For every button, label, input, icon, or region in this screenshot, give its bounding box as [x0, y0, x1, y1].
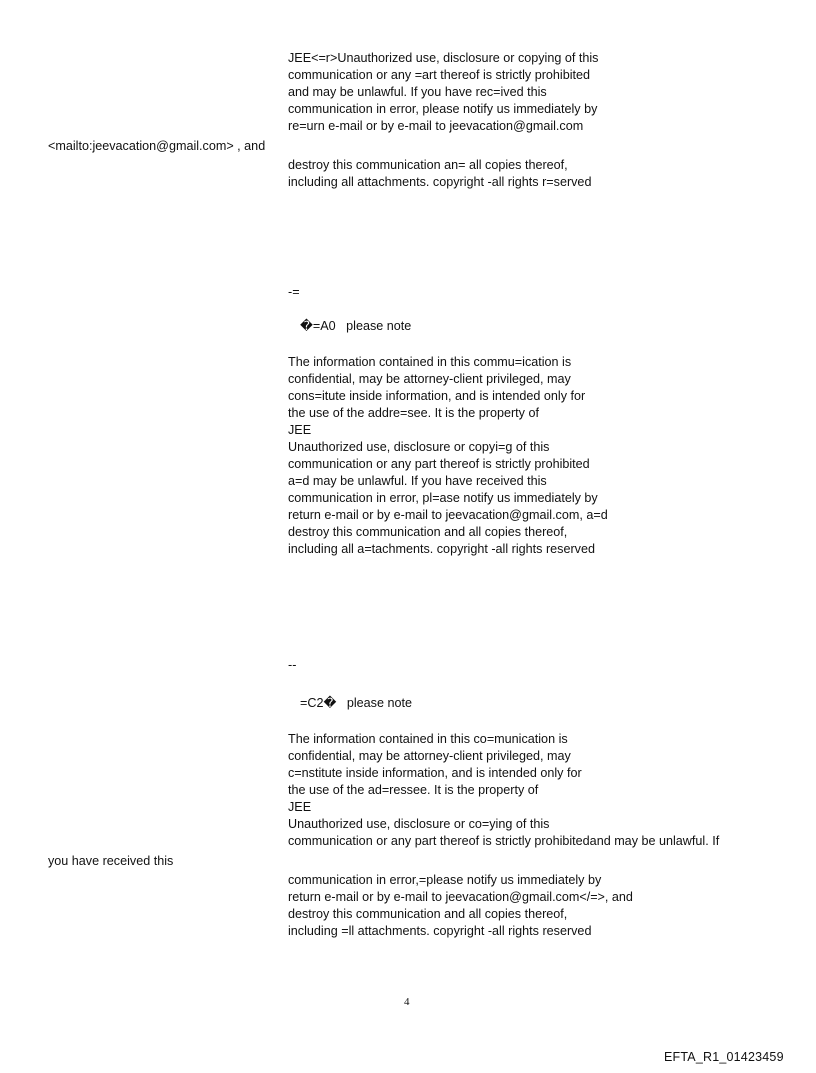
text-line: JEE<=r>Unauthorized use, disclosure or copying of this	[288, 51, 599, 65]
text-line: return e-mail or by e-mail to jeevacation@gmail.com, a=d	[288, 508, 608, 522]
text-line: including all a=tachments. copyright -all rights reserved	[288, 542, 595, 556]
text-line: c=nstitute inside information, and is intended only for	[288, 766, 582, 780]
document-id-footer: EFTA_R1_01423459	[664, 1050, 784, 1064]
separator: -=	[288, 285, 300, 299]
text-line: re=urn e-mail or by e-mail to jeevacation@gmail.com	[288, 119, 584, 133]
text-line: the use of the addre=see. It is the property of	[288, 406, 539, 420]
text-line: communication or any part thereof is strictly prohibitedand may be unlawful. If	[288, 834, 720, 848]
page-number: 4	[404, 996, 410, 1008]
text-line: communication in error,=please notify us immediately by	[288, 873, 602, 887]
text-line: communication in error, please notify us immediately by	[288, 102, 598, 116]
text-line: and may be unlawful. If you have rec=ived this	[288, 85, 547, 99]
text-line: The information contained in this co=munication is	[288, 732, 568, 746]
text-line: including =ll attachments. copyright -all rights reserved	[288, 924, 592, 938]
text-line: Unauthorized use, disclosure or copyi=g of this	[288, 440, 550, 454]
text-line: confidential, may be attorney-client privileged, may	[288, 372, 571, 386]
text-line: destroy this communication and all copies thereof,	[288, 907, 568, 921]
wrapped-text-left: <mailto:jeevacation@gmail.com> , and	[48, 139, 266, 153]
text-line: JEE	[288, 800, 312, 814]
text-line: including all attachments. copyright -all rights r=served	[288, 175, 592, 189]
separator: --	[288, 658, 297, 672]
text-line: JEE	[288, 423, 312, 437]
text-line: Unauthorized use, disclosure or co=ying of this	[288, 817, 550, 831]
please-note-line: =C2� please note	[300, 696, 412, 710]
text-line: destroy this communication and all copies thereof,	[288, 525, 568, 539]
please-note-line: �=A0 please note	[300, 319, 412, 333]
text-line: communication or any part thereof is strictly prohibited	[288, 457, 590, 471]
wrapped-text-left: you have received this	[48, 854, 174, 868]
text-line: The information contained in this commu=ication is	[288, 355, 572, 369]
text-line: confidential, may be attorney-client privileged, may	[288, 749, 571, 763]
text-line: communication or any =art thereof is strictly prohibited	[288, 68, 591, 82]
text-line: cons=itute inside information, and is intended only for	[288, 389, 586, 403]
text-line: destroy this communication an= all copies thereof,	[288, 158, 568, 172]
text-line: communication in error, pl=ase notify us immediately by	[288, 491, 598, 505]
text-line: the use of the ad=ressee. It is the property of	[288, 783, 539, 797]
text-line: a=d may be unlawful. If you have received this	[288, 474, 547, 488]
text-line: return e-mail or by e-mail to jeevacation@gmail.com</=>, and	[288, 890, 633, 904]
